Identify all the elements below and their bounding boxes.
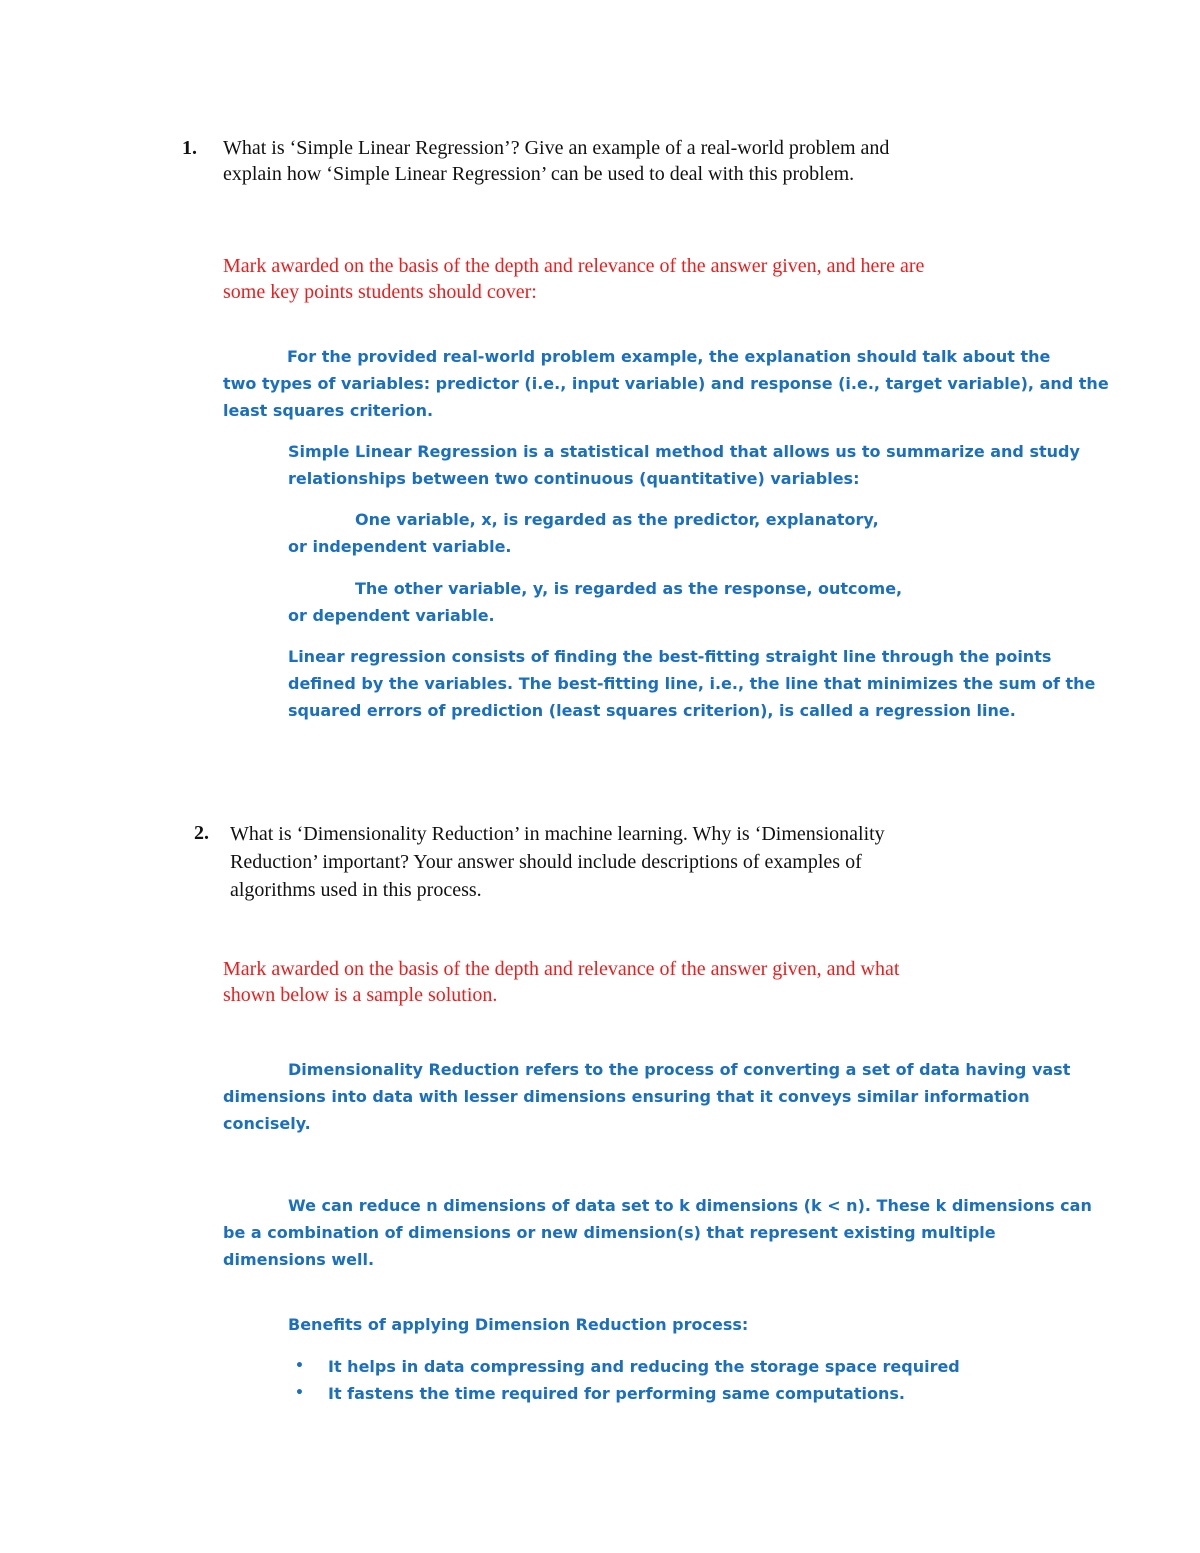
benefits-list — [295, 1353, 960, 1407]
answer-line: concisely. — [223, 1114, 311, 1133]
answer-line: dimensions well. — [223, 1250, 375, 1269]
answer-line: Dimensionality Reduction refers to the process of converting a set of data having vast — [288, 1060, 1071, 1079]
question-2-line: Reduction’ important? Your answer should include descriptions of examples of — [230, 851, 862, 873]
question-2-line: algorithms used in this process. — [230, 879, 482, 901]
list-item — [295, 1380, 960, 1407]
answer-line: be a combination of dimensions or new dimension(s) that represent existing multiple — [223, 1223, 996, 1242]
answer-1-paragraph-5 — [288, 643, 1095, 724]
answer-line: relationships between two continuous (quantitative) variables: — [288, 469, 860, 488]
benefits-heading: Benefits of applying Dimension Reduction process: — [288, 1315, 749, 1334]
answer-line: The other variable, y, is regarded as the response, outcome, — [355, 579, 903, 598]
answer-line: We can reduce n dimensions of data set to k dimensions (k < n). These k dimensions can — [288, 1196, 1092, 1215]
list-item-text: It helps in data compressing and reducing the storage space required — [328, 1357, 960, 1376]
answer-line: Linear regression consists of finding the best-fitting straight line through the points — [288, 647, 1052, 666]
question-1-marking-note — [223, 253, 924, 305]
answer-line: Simple Linear Regression is a statistical method that allows us to summarize and study — [288, 442, 1080, 461]
question-1-text — [223, 135, 889, 187]
list-item-text: It fastens the time required for performing same computations. — [328, 1384, 905, 1403]
answer-1-paragraph-2 — [288, 438, 1080, 492]
answer-line: least squares criterion. — [223, 401, 434, 420]
answer-line: squared errors of prediction (least squares criterion), is called a regression line. — [288, 701, 1016, 720]
question-2-marking-note — [223, 956, 899, 1008]
answer-line: or dependent variable. — [288, 606, 495, 625]
answer-line: One variable, x, is regarded as the predictor, explanatory, — [355, 510, 879, 529]
answer-1-paragraph-4 — [288, 575, 902, 629]
list-item — [295, 1353, 960, 1380]
marking-note-line: Mark awarded on the basis of the depth and relevance of the answer given, and here are — [223, 255, 925, 277]
answer-line: or independent variable. — [288, 537, 512, 556]
question-1-line: explain how ‘Simple Linear Regression’ can be used to deal with this problem. — [223, 163, 855, 185]
answer-2-paragraph-1 — [223, 1056, 1070, 1137]
answer-line: defined by the variables. The best-fitting line, i.e., the line that minimizes the sum of the — [288, 674, 1096, 693]
question-2-number: 2. — [194, 822, 209, 844]
answer-line: For the provided real-world problem example, the explanation should talk about the — [287, 347, 1051, 366]
question-1-number: 1. — [182, 137, 197, 159]
question-1-line: What is ‘Simple Linear Regression’? Give an example of a real-world problem and — [223, 137, 890, 159]
bullet-icon: • — [295, 1385, 304, 1401]
answer-line: dimensions into data with lesser dimensions ensuring that it conveys similar information — [223, 1087, 1030, 1106]
bullet-icon: • — [295, 1358, 304, 1374]
question-2-line: What is ‘Dimensionality Reduction’ in machine learning. Why is ‘Dimensionality — [230, 823, 885, 845]
marking-note-line: some key points students should cover: — [223, 281, 537, 303]
marking-note-line: shown below is a sample solution. — [223, 984, 498, 1006]
question-2-text — [230, 820, 885, 904]
marking-note-line: Mark awarded on the basis of the depth and relevance of the answer given, and what — [223, 958, 900, 980]
answer-line: two types of variables: predictor (i.e., input variable) and response (i.e., target variable), and the — [223, 374, 1109, 393]
answer-2-paragraph-2 — [223, 1192, 1092, 1273]
answer-1-paragraph-1 — [223, 343, 1109, 424]
answer-1-paragraph-3 — [288, 506, 879, 560]
